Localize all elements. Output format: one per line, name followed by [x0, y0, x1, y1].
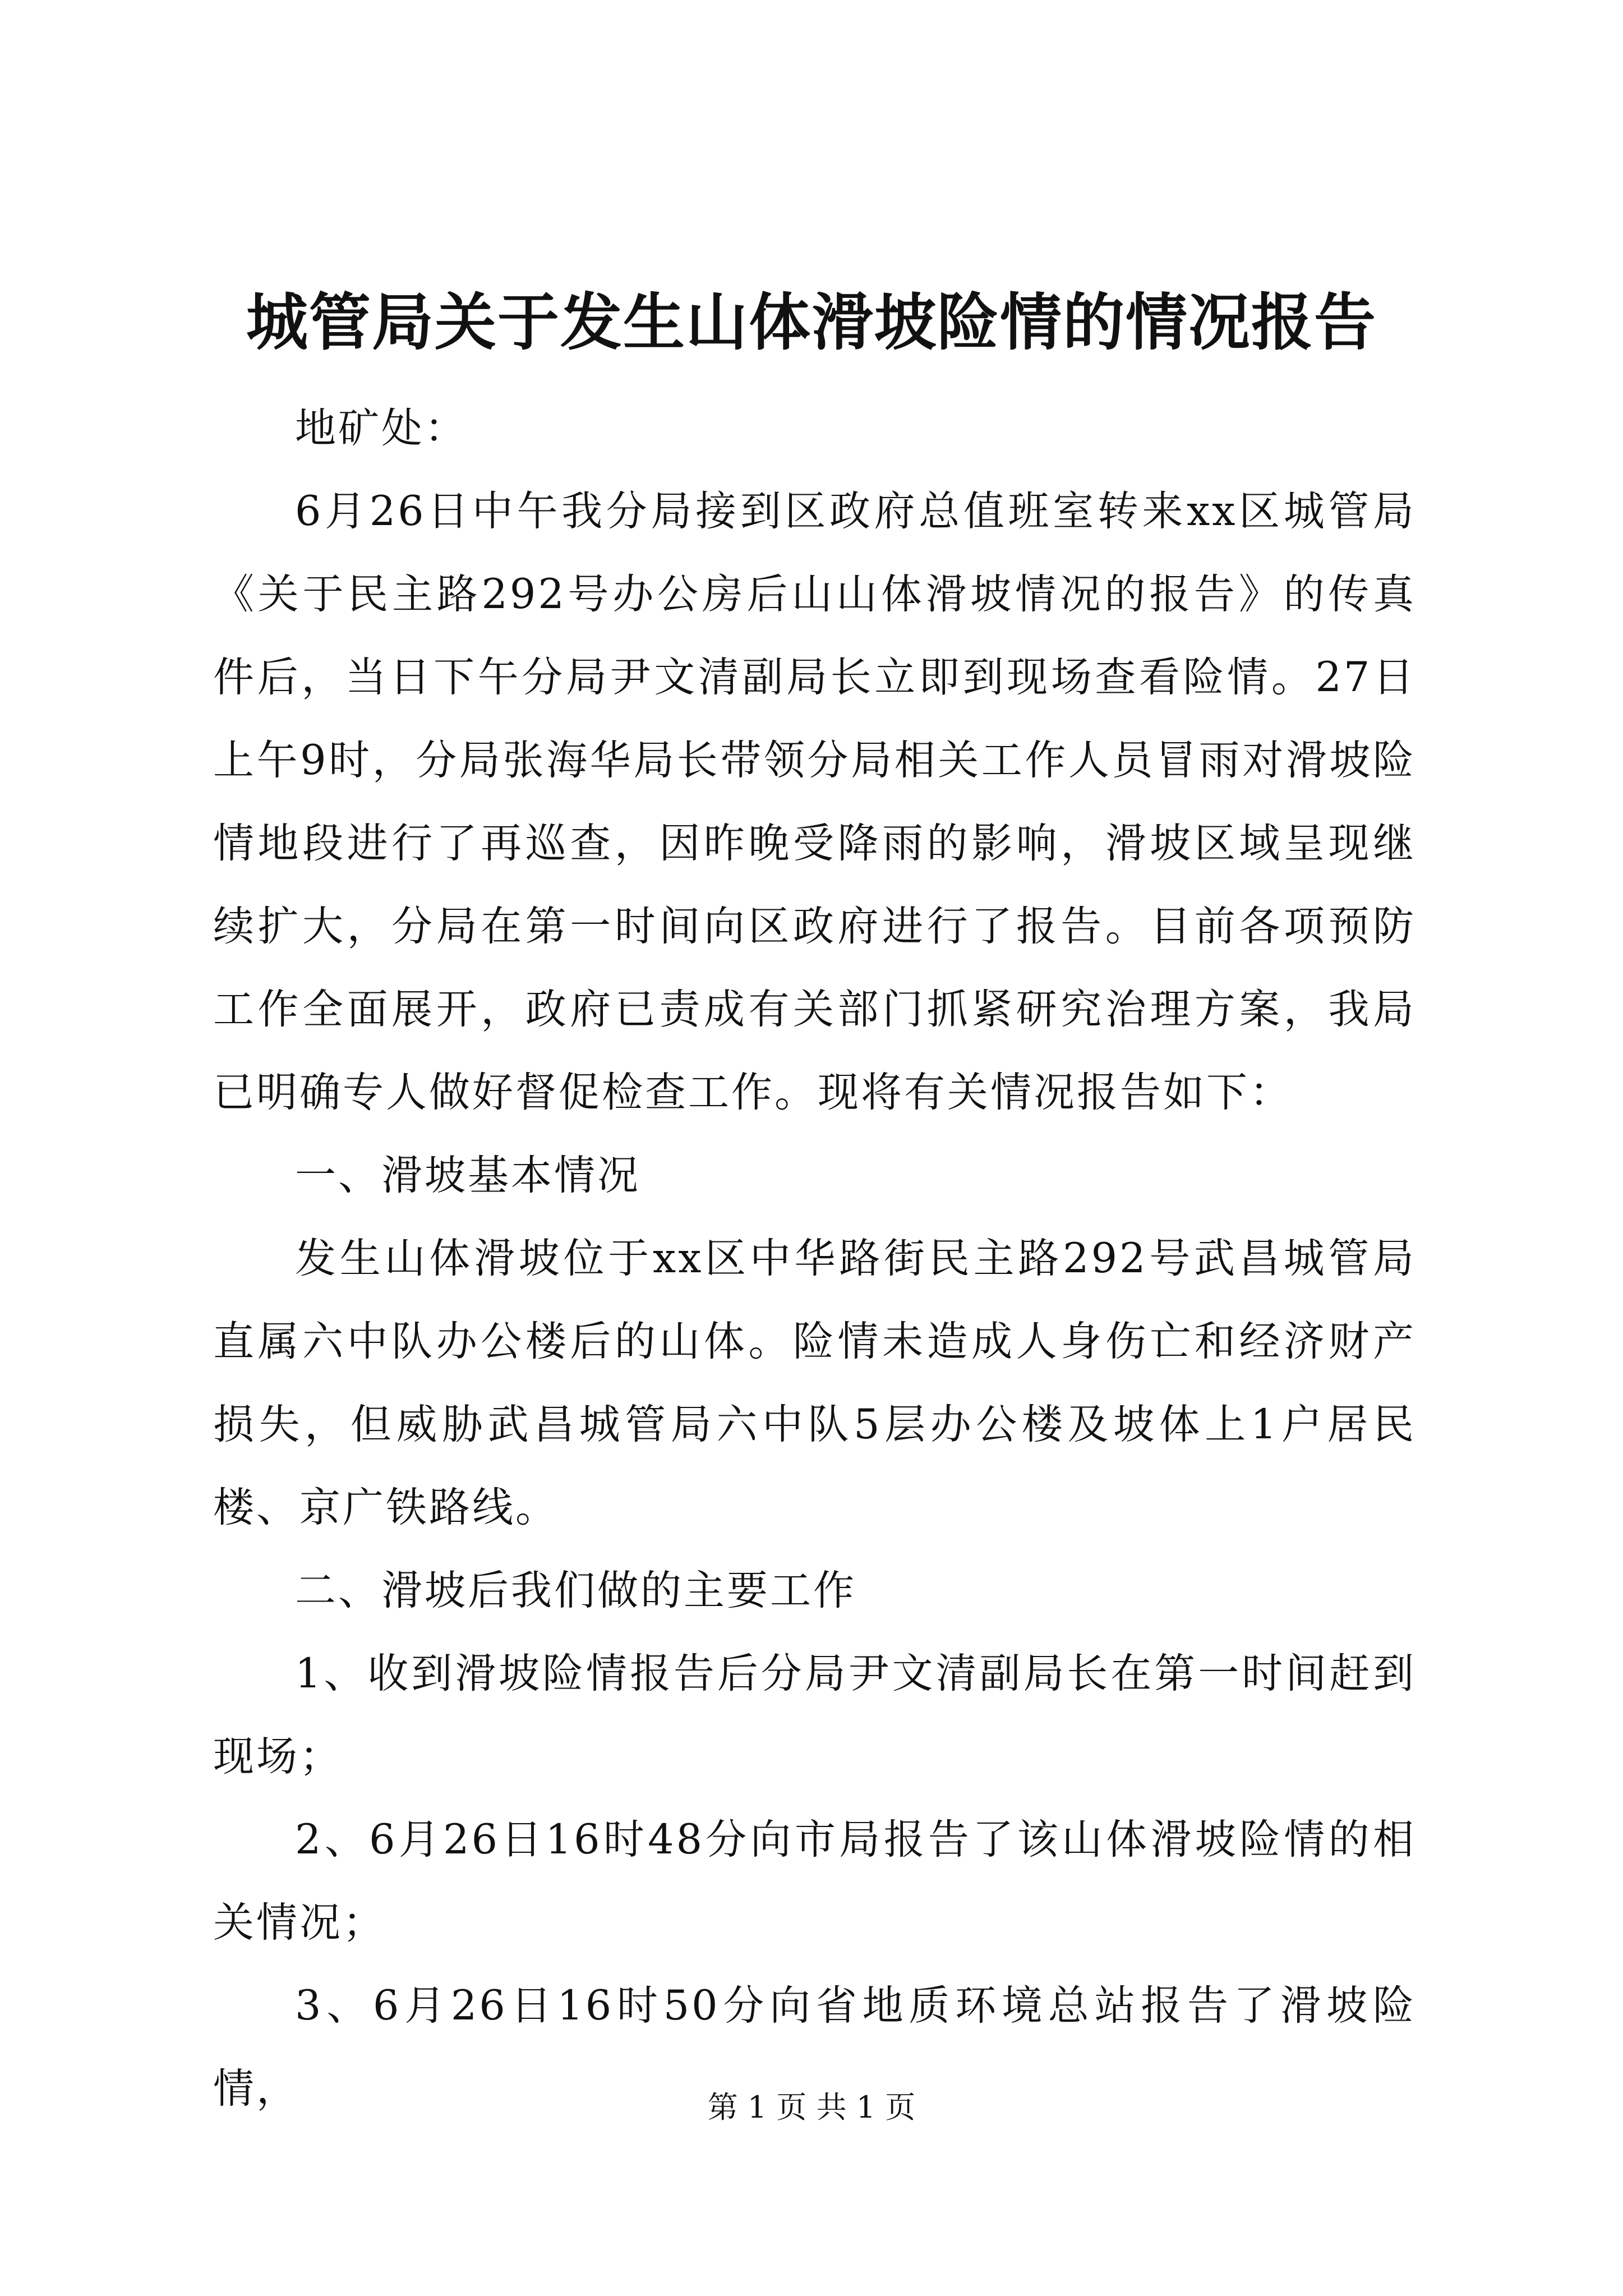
list-item-3: 3、6月26日16时50分向省地质环境总站报告了滑坡险情， — [213, 1982, 1416, 2113]
list-item-2: 2、6月26日16时48分向市局报告了该山体滑坡险情的相关情况； — [213, 1816, 1416, 1947]
paragraph-section-1: 发生山体滑坡位于xx区中华路街民主路292号武昌城管局直属六中队办公楼后的山体。险情未造成人身伤亡和经济财产损失，但威胁武昌城管局六中队5层办公楼及坡体上1户居民楼、京广铁路线。 — [213, 1235, 1416, 1531]
document-title: 城管局关于发生山体滑坡险情的情况报告 — [246, 286, 1377, 358]
section-heading-1: 一、滑坡基本情况 — [295, 1152, 640, 1199]
page-footer: 第 1 页 共 1 页 — [707, 2090, 916, 2125]
salutation: 地矿处： — [295, 404, 468, 452]
paragraph-intro: 6月26日中午我分局接到区政府总值班室转来xx区城管局《关于民主路292号办公房后山山体滑坡情况的报告》的传真件后，当日下午分局尹文清副局长立即到现场查看险情。27日上午9时，分局张海华局长带领分局相关工作人员冒雨对滑坡险情地段进行了再巡查，因昨晚受降雨的影响，滑坡区域呈现继续扩大，分局在第一时间向区政府进行了报告。目前各项预防工作全面展开，政府已责成有关部门抓紧研究治理方案，我局已明确专人做好督促检查工作。现将有关情况报告如下： — [213, 487, 1416, 1116]
section-heading-2: 二、滑坡后我们做的主要工作 — [295, 1567, 856, 1614]
list-item-1: 1、收到滑坡险情报告后分局尹文清副局长在第一时间赶到现场； — [213, 1650, 1416, 1780]
document-body — [213, 387, 1416, 2131]
